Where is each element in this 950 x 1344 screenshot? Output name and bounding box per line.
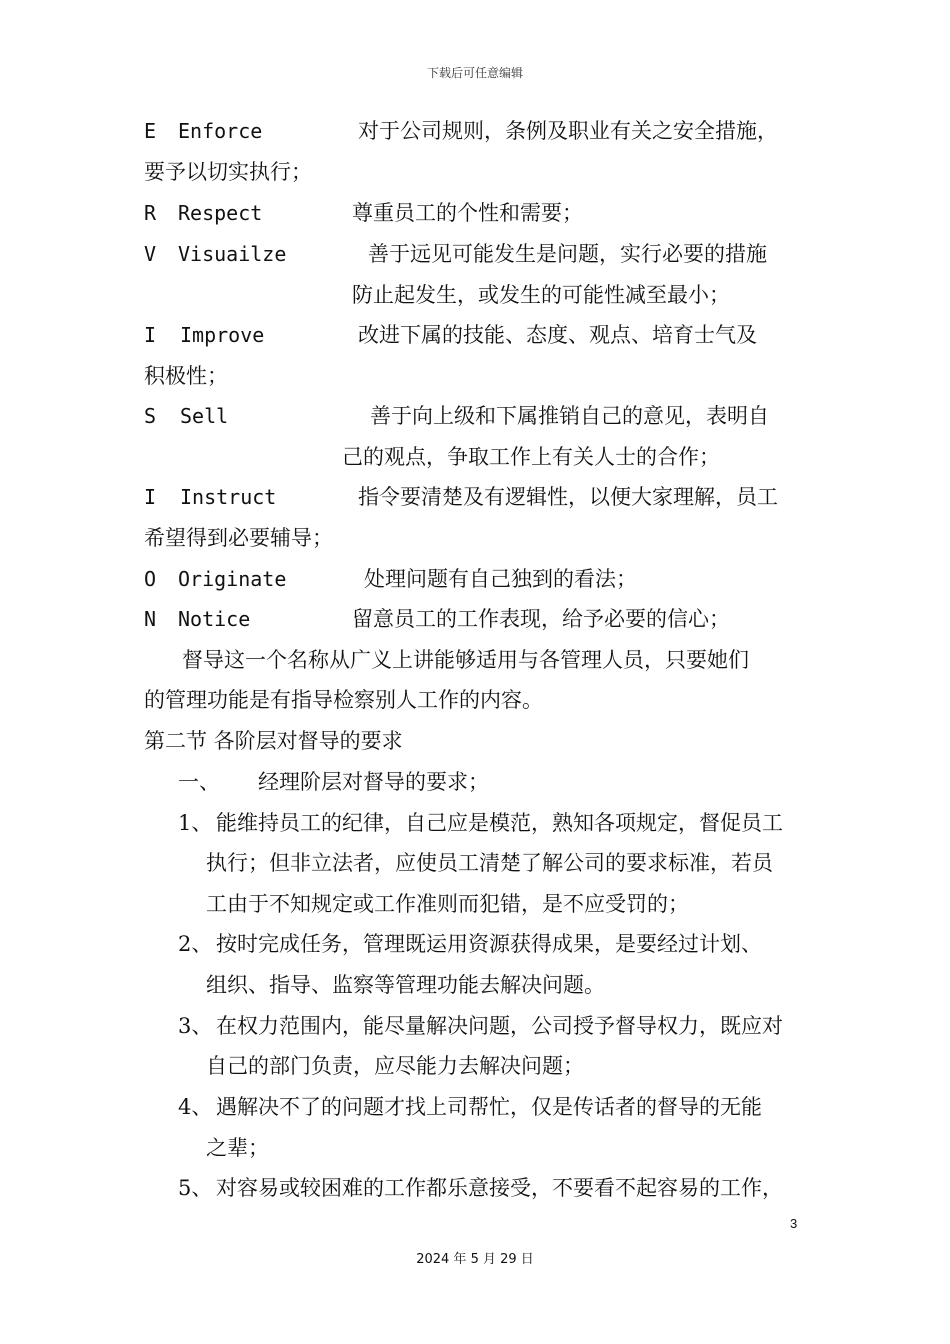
item-text: 组织、指导、监察等管理功能去解决问题。 (206, 973, 605, 997)
item-text: 工由于不知规定或工作准则而犯错，是不应受罚的； (206, 892, 689, 916)
item-number: 4、 (178, 1095, 213, 1119)
term-description: 留意员工的工作表现，给予必要的信心； (352, 607, 730, 631)
term-word: Instruct (180, 485, 277, 509)
item-text: 执行；但非立法者，应使员工清楚了解公司的要求标准，若员 (206, 851, 773, 875)
section-title: 第二节 各阶层对督导的要求 (144, 729, 403, 753)
term-description-cont: 积极性； (144, 364, 228, 388)
paragraph-line: 的管理功能是有指导检察别人工作的内容。 (144, 688, 543, 712)
subsection-title: 经理阶层对督导的要求； (258, 770, 489, 794)
page-header: 下载后可任意编辑 (426, 66, 523, 80)
page-footer-date: 2024 年 5 月 29 日 (416, 1252, 534, 1267)
subsection-marker: 一、 (178, 770, 220, 794)
term-letter: N (144, 607, 157, 631)
term-letter: O (144, 567, 157, 591)
term-word: Originate (178, 567, 287, 591)
term-word: Respect (178, 201, 263, 225)
item-text: 在权力范围内，能尽量解决问题，公司授予督导权力，既应对 (216, 1014, 783, 1038)
term-description-cont: 己的观点，争取工作上有关人士的合作； (342, 445, 720, 469)
item-text: 自己的部门负责，应尽能力去解决问题； (206, 1054, 584, 1078)
page-number: 3 (790, 1216, 798, 1231)
term-description: 处理问题有自己独到的看法； (364, 567, 637, 591)
paragraph-line: 督导这一个名称从广义上讲能够适用与各管理人员，只要她们 (182, 648, 749, 672)
item-text: 之辈； (206, 1136, 269, 1160)
item-number: 3、 (178, 1014, 213, 1038)
term-description: 对于公司规则，条例及职业有关之安全措施， (358, 119, 778, 143)
term-word: Enforce (178, 119, 263, 143)
term-description: 指令要清楚及有逻辑性，以便大家理解，员工 (358, 485, 778, 509)
item-text: 遇解决不了的问题才找上司帮忙，仅是传话者的督导的无能 (216, 1095, 762, 1119)
term-description-cont: 防止起发生，或发生的可能性减至最小； (352, 283, 730, 307)
item-number: 2、 (178, 932, 213, 956)
term-word: Sell (180, 404, 229, 428)
term-description: 尊重员工的个性和需要； (352, 201, 583, 225)
term-letter: S (144, 404, 157, 428)
term-letter: R (144, 201, 157, 225)
item-text: 按时完成任务，管理既运用资源获得成果，是要经过计划、 (216, 932, 762, 956)
term-description-cont: 希望得到必要辅导； (144, 526, 333, 550)
term-letter: E (144, 119, 157, 143)
term-letter: I (144, 323, 157, 347)
term-word: Improve (180, 323, 265, 347)
term-word: Visuailze (178, 242, 287, 266)
item-number: 5、 (178, 1176, 213, 1200)
term-description: 改进下属的技能、态度、观点、培育士气及 (358, 323, 757, 347)
term-word: Notice (178, 607, 251, 631)
item-text: 对容易或较困难的工作都乐意接受，不要看不起容易的工作， (216, 1176, 783, 1200)
item-text: 能维持员工的纪律，自己应是模范，熟知各项规定，督促员工 (216, 811, 783, 835)
term-description-cont: 要予以切实执行； (144, 160, 312, 184)
item-number: 1、 (178, 811, 213, 835)
term-description: 善于远见可能发生是问题，实行必要的措施 (368, 242, 767, 266)
term-description: 善于向上级和下属推销自己的意见，表明自 (370, 404, 769, 428)
term-letter: I (144, 485, 157, 509)
term-letter: V (144, 242, 157, 266)
